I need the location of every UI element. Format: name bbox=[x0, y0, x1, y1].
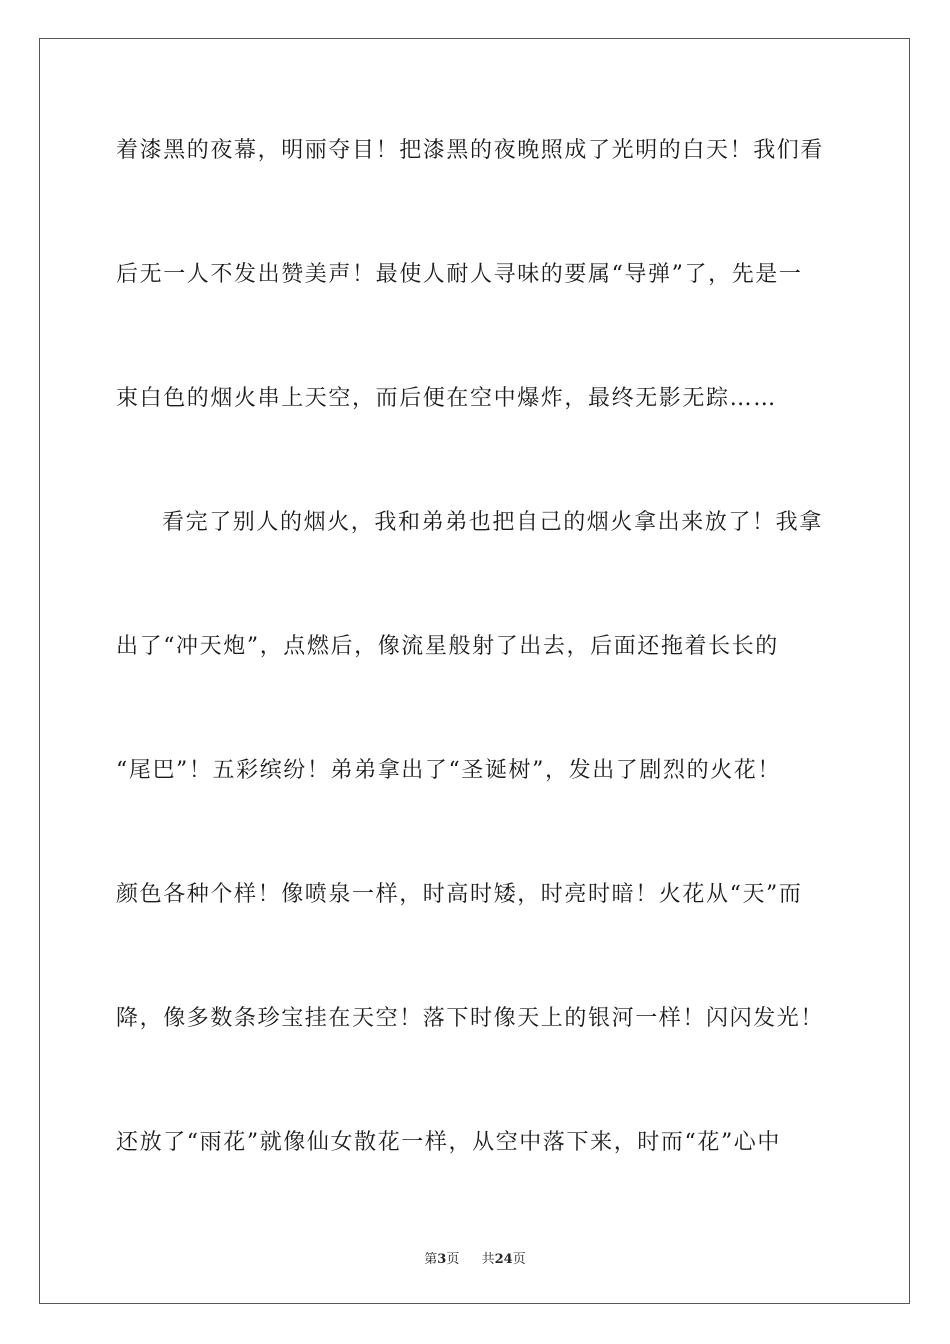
page-footer bbox=[0, 1248, 950, 1267]
page-total-prefix: 共 bbox=[481, 1252, 495, 1267]
page-total-suffix: 页 bbox=[512, 1252, 526, 1267]
body-text-line-1: 着漆黑的夜幕，明丽夺目！把漆黑的夜晚照成了光明的白天！我们看 bbox=[116, 138, 825, 163]
body-text-line-8: 降，像多数条珍宝挂在天空！落下时像天上的银河一样！闪闪发光！ bbox=[116, 1006, 825, 1031]
page-number-suffix: 页 bbox=[446, 1252, 460, 1267]
body-text-line-9: 还放了“雨花”就像仙女散花一样，从空中落下来，时而“花”心中 bbox=[116, 1130, 781, 1155]
body-text-line-2: 后无一人不发出赞美声！最使人耐人寻味的要属“导弹”了，先是一 bbox=[116, 262, 803, 287]
body-text-line-6: “尾巴”！五彩缤纷！弟弟拿出了“圣诞树”，发出了剧烈的火花！ bbox=[116, 758, 781, 783]
page-border bbox=[39, 38, 910, 1304]
page-number-current: 3 bbox=[437, 1252, 447, 1267]
body-text-line-4: 看完了别人的烟火，我和弟弟也把自己的烟火拿出来放了！我拿 bbox=[162, 510, 823, 535]
page-number-prefix: 第 bbox=[424, 1252, 438, 1267]
page-total-count: 24 bbox=[494, 1252, 513, 1267]
body-text-line-7: 颜色各种个样！像喷泉一样，时高时矮，时亮时暗！火花从“天”而 bbox=[116, 882, 803, 907]
body-text-line-5: 出了“冲天炮”，点燃后，像流星般射了出去，后面还拖着长长的 bbox=[116, 634, 779, 659]
body-text-line-3: 束白色的烟火串上天空，而后便在空中爆炸，最终无影无踪…… bbox=[116, 386, 777, 411]
